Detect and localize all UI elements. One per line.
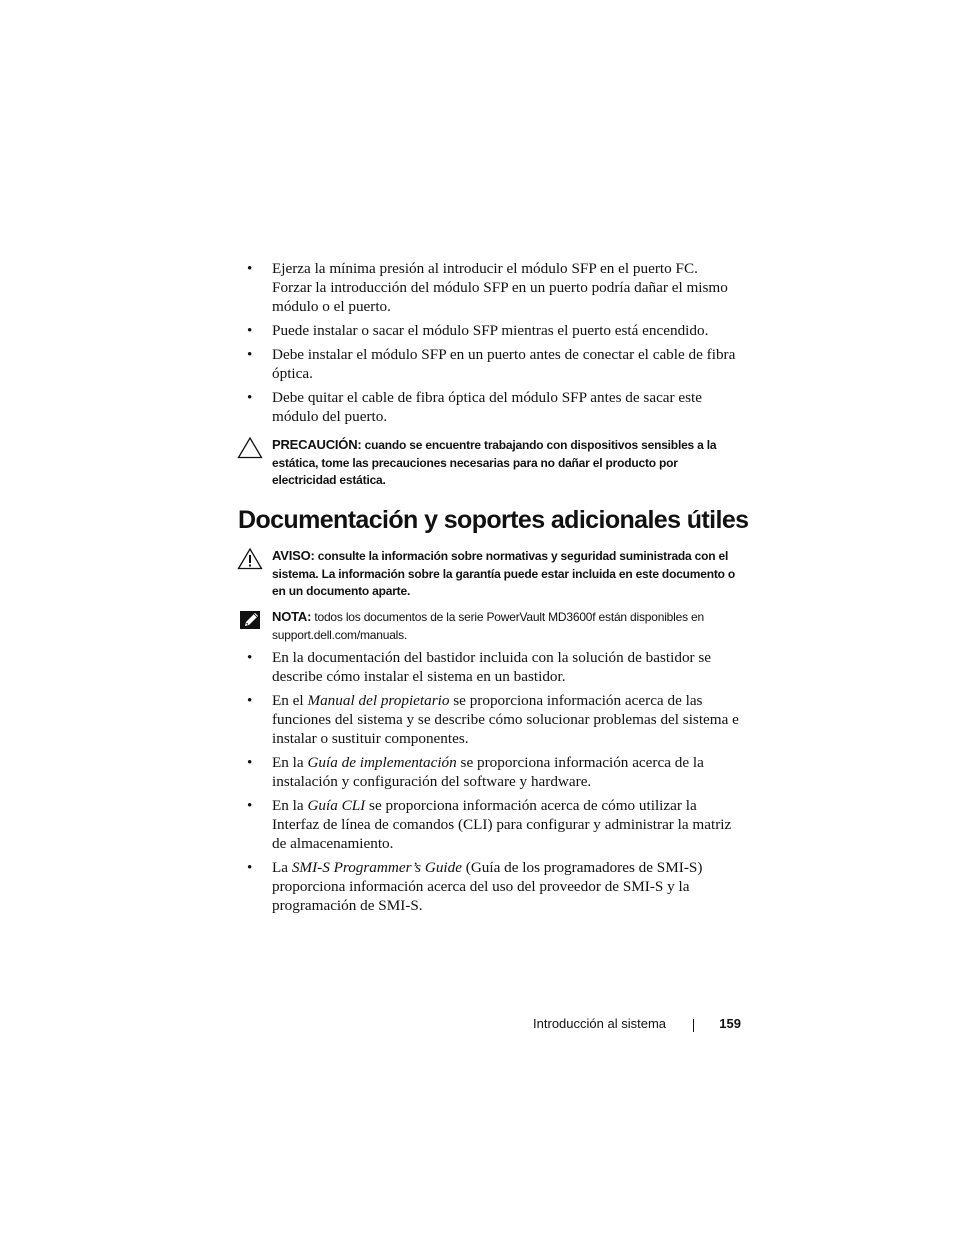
nota-text: todos los documentos de la serie PowerVault MD3600f están disponibles en support.dell.com/manuals. — [272, 610, 704, 642]
footer-divider — [693, 1019, 694, 1032]
list-item-text: Ejerza la mínima presión al introducir el módulo SFP en el puerto FC. Forzar la introducción del módulo SFP en un puerto podría dañar el mismo módulo o el puerto. — [272, 260, 728, 315]
bullet-marker: • — [247, 260, 253, 277]
list-item — [244, 796, 740, 853]
caution-triangle-icon — [237, 436, 263, 460]
list-item-text: Puede instalar o sacar el módulo SFP mientras el puerto está encendido. — [272, 322, 709, 339]
list-item-text: Debe instalar el módulo SFP en un puerto antes de conectar el cable de fibra óptica. — [272, 346, 736, 382]
list-item — [244, 753, 740, 791]
document-title: Guía de implementación — [307, 754, 457, 771]
document-title: SMI-S Programmer’s Guide — [291, 859, 462, 876]
aviso-text: consulte la información sobre normativas y seguridad suministrada con el sistema. La información sobre la garantía puede estar incluida en este documento o en un documento aparte. — [272, 549, 736, 598]
list-item — [244, 388, 740, 426]
list-item — [244, 858, 740, 915]
precaution-notice — [237, 436, 737, 490]
bullet-marker: • — [247, 346, 253, 363]
bullet-marker: • — [247, 754, 253, 771]
nota-notice — [237, 608, 737, 644]
list-item — [244, 691, 740, 748]
page-number: 159 — [719, 1016, 741, 1031]
document-title: Guía CLI — [307, 797, 366, 814]
list-item — [244, 345, 740, 383]
bullet-marker: • — [247, 322, 253, 339]
list-item-text: En la Guía CLI se proporciona información acerca de cómo utilizar la Interfaz de línea de comandos (CLI) para configurar y administrar la matriz de almacenamiento. — [272, 797, 732, 852]
aviso-label: AVISO: — [272, 548, 315, 563]
note-pencil-icon — [237, 608, 263, 632]
precaution-text: cuando se encuentre trabajando con dispositivos sensibles a la estática, tome las precauciones necesarias para no dañar el producto por electricidad estática. — [272, 438, 717, 487]
list-item-text: En la Guía de implementación se proporciona información acerca de la instalación y configuración del software y hardware. — [272, 754, 704, 790]
bullet-marker: • — [247, 797, 253, 814]
aviso-notice — [237, 547, 737, 601]
bullet-marker: • — [247, 389, 253, 406]
list-item-text: En la documentación del bastidor incluida con la solución de bastidor se describe cómo instalar el sistema en un bastidor. — [272, 649, 712, 685]
list-item — [244, 321, 740, 340]
bullet-marker: • — [247, 692, 253, 709]
list-item-text: En el Manual del propietario se proporciona información acerca de las funciones del sistema y se describe cómo solucionar problemas del sistema e instalar o sustituir componentes. — [272, 692, 739, 747]
bullet-marker: • — [247, 859, 253, 876]
warning-triangle-icon — [237, 547, 263, 571]
sfp-bullet-list — [244, 259, 740, 431]
footer-section-title: Introducción al sistema — [533, 1016, 666, 1031]
precaution-label: PRECAUCIÓN: — [272, 437, 362, 452]
bullet-marker: • — [247, 649, 253, 666]
section-heading: Documentación y soportes adicionales útiles — [238, 506, 749, 534]
list-item — [244, 259, 740, 316]
nota-label: NOTA: — [272, 609, 312, 624]
list-item-text: La SMI-S Programmer’s Guide (Guía de los programadores de SMI-S) proporciona información acerca del uso del proveedor de SMI-S y la programación de SMI-S. — [272, 859, 703, 914]
docs-bullet-list — [244, 648, 740, 920]
document-title: Manual del propietario — [307, 692, 450, 709]
list-item — [244, 648, 740, 686]
list-item-text: Debe quitar el cable de fibra óptica del módulo SFP antes de sacar este módulo del puerto. — [272, 389, 703, 425]
